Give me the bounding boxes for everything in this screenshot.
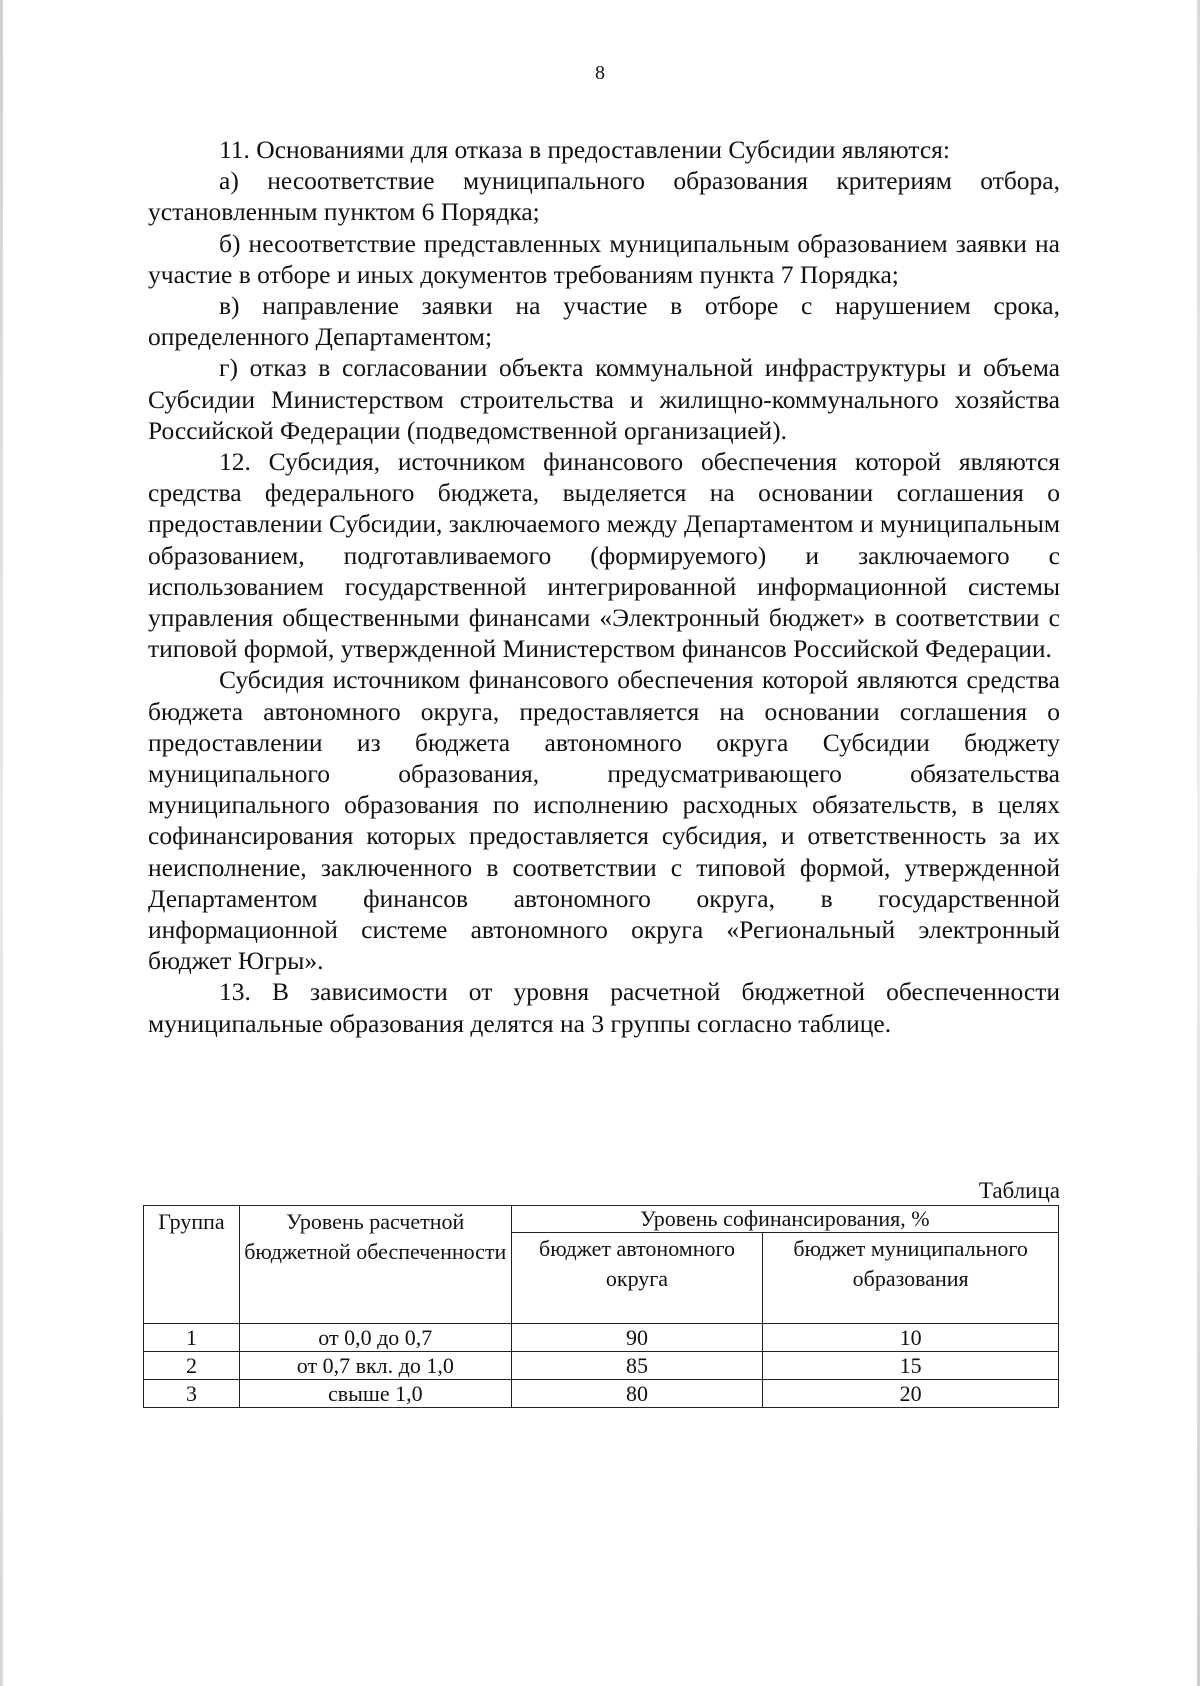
paragraph-11: 11. Основаниями для отказа в предоставлении Субсидии являются: — [219, 135, 950, 164]
header-cofinancing: Уровень софинансирования, % — [511, 1206, 1058, 1233]
table-row — [144, 1352, 1059, 1380]
paragraph-12-okrug: Субсидия источником финансового обеспечения которой являются средства бюджета автономного округа, предоставляется на основании соглашения о предоставлении из бюджета автономного округа Субсидии бюджету муниципального образования, предусматривающего обязательства муниципального образования по исполнению расходных обязательств, в целях софинансирования которых предоставляется субсидия, и ответственность за их неисполнение, заключенного в соответствии с типовой формой, утвержденной Департаментом финансов автономного округа, в государственной информационной системе автономного округа «Региональный электронный бюджет Югры». — [148, 665, 1060, 976]
paragraph-13: 13. В зависимости от уровня расчетной бюджетной обеспеченности муниципальные образования делятся на 3 группы согласно таблице. — [148, 977, 1060, 1038]
header-group: Группа — [144, 1206, 240, 1324]
cell-okrug: 90 — [511, 1324, 763, 1352]
cell-group: 1 — [144, 1324, 240, 1352]
cell-municipal: 10 — [763, 1324, 1059, 1352]
cofinancing-table — [143, 1205, 1059, 1408]
paragraph-11v: в) направление заявки на участие в отборе с нарушением срока, определенного Департаментом; — [148, 291, 1060, 352]
table-caption: Таблица — [978, 1178, 1060, 1203]
cell-okrug: 85 — [511, 1352, 763, 1380]
cell-okrug: 80 — [511, 1380, 763, 1408]
header-municipal-budget: бюджет муниципального образования — [763, 1233, 1059, 1324]
paragraph-11g: г) отказ в согласовании объекта коммунальной инфраструктуры и объема Субсидии Министерством строительства и жилищно-коммунального хозяйства Российской Федерации (подведомственной организацией). — [148, 353, 1060, 445]
cell-level: свыше 1,0 — [239, 1380, 511, 1408]
table-row — [144, 1324, 1059, 1352]
cell-municipal: 15 — [763, 1352, 1059, 1380]
cell-municipal: 20 — [763, 1380, 1059, 1408]
table-row — [144, 1380, 1059, 1408]
paragraph-12: 12. Субсидия, источником финансового обеспечения которой являются средства федерального бюджета, выделяется на основании соглашения о предоставлении Субсидии, заключаемого между Департаментом и муниципальным образованием, подготавливаемого (формируемого) и заключаемого с использованием государственной интегрированной информационной системы управления общественными финансами «Электронный бюджет» в соответствии с типовой формой, утвержденной Министерством финансов Российской Федерации. — [148, 447, 1060, 664]
header-level: Уровень расчетной бюджетной обеспеченности — [239, 1206, 511, 1324]
cell-level: от 0,0 до 0,7 — [239, 1324, 511, 1352]
cell-group: 3 — [144, 1380, 240, 1408]
document-body — [148, 134, 1060, 1039]
header-okrug-budget: бюджет автономного округа — [511, 1233, 763, 1324]
paragraph-11b: б) несоответствие представленных муниципальным образованием заявки на участие в отборе и иных документов требованиям пункта 7 Порядка; — [148, 228, 1060, 289]
paragraph-11a: а) несоответствие муниципального образования критериям отбора, установленным пунктом 6 Порядка; — [148, 166, 1060, 227]
scan-edge-left — [0, 0, 3, 1686]
cell-level: от 0,7 вкл. до 1,0 — [239, 1352, 511, 1380]
cell-group: 2 — [144, 1352, 240, 1380]
page-number: 8 — [595, 62, 605, 84]
